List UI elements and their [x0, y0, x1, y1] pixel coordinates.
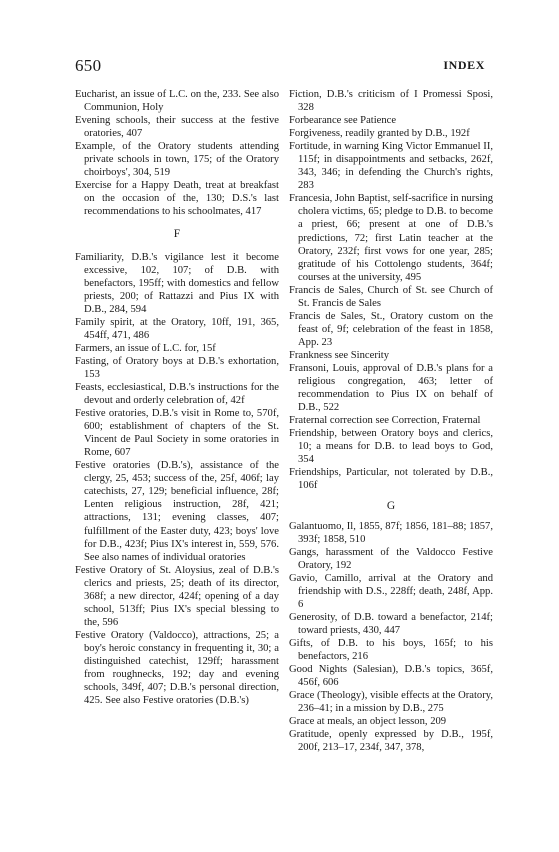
index-entry: Evening schools, their success at the festive oratories, 407 — [75, 115, 279, 140]
index-entry: Family spirit, at the Oratory, 10ff, 191, 365, 454ff, 471, 486 — [75, 316, 279, 341]
index-entry: Galantuomo, Il, 1855, 87f; 1856, 181–88; 1857, 393f; 1858, 510 — [289, 520, 493, 545]
index-entry: Farmers, an issue of L.C. for, 15f — [75, 342, 216, 354]
index-entry: Festive Oratory of St. Aloysius, zeal of D.B.'s clerics and priests, 25; death of its director, 368f; a new director, 424f; opening of a day school, 513ff; Pius IX's special blessing to the, 596 — [75, 564, 279, 628]
index-entry: Fortitude, in warning King Victor Emmanuel II, 115f; in disappointments and setbacks, 262f, 343, 346; in defending the Church's rights, 283 — [289, 141, 493, 192]
index-entry: Francesia, John Baptist, self-sacrifice in nursing cholera victims, 65; pledge to D.B. to become a priest, 66; present at one of D.B.'s predictions, 72; first Latin teacher at the Oratory, 232f; first vows for one year, 285; gratitude of his Cottolengo students, 364f; courses at the university, 495 — [289, 193, 493, 283]
index-column-right — [289, 88, 493, 754]
index-entry: Grace (Theology), visible effects at the Oratory, 236–41; in a mission by D.B., 275 — [289, 690, 493, 715]
index-entry: Familiarity, D.B.'s vigilance lest it become excessive, 102, 107; of D.B. with benefactors, 195ff; with domestics and fellow priests, 200; of Rattazzi and Pius IX with D.B., 284, 594 — [75, 251, 279, 315]
index-entry: Festive oratories (D.B.'s), assistance of the clergy, 25, 453; success of the, 25f, 406f; lay catechists, 27, 129; beneficial influence, 28f; Lenten religious instruction, 28f, 421; attractions, 131; evening classes, 407; fulfillment of the Easter duty, 423; boys' love for D.B., 423f; Pius IX's interest in, 559, 576. See also names of individual oratories — [75, 460, 279, 563]
index-entry: Grace at meals, an object lesson, 209 — [289, 716, 447, 728]
index-entry: Fiction, D.B.'s criticism of I Promessi Sposi, 328 — [289, 89, 493, 114]
running-head: INDEX — [443, 58, 485, 72]
index-entry: Friendships, Particular, not tolerated by D.B., 106f — [289, 467, 493, 492]
index-entry: Exercise for a Happy Death, treat at breakfast on the occasion of the, 130; D.S.'s last recommendations to his schoolmates, 417 — [75, 180, 279, 218]
page-header — [75, 56, 485, 80]
index-entry: Gratitude, openly expressed by D.B., 195f, 200f, 213–17, 234f, 347, 378, — [289, 729, 493, 754]
index-entry: Gavio, Camillo, arrival at the Oratory and friendship with D.S., 228ff; death, 248f, App. 6 — [289, 572, 493, 610]
index-entry: Gangs, harassment of the Valdocco Festive Oratory, 192 — [289, 546, 493, 571]
index-entry: Frankness see Sincerity — [289, 349, 390, 361]
index-entry: Festive oratories, D.B.'s visit in Rome to, 570f, 600; establishment of chapters of the St. Vincent de Paul Society in some oratories in Rome, 607 — [75, 408, 279, 459]
index-entry: Francis de Sales, Church of St. see Church of St. Francis de Sales — [289, 284, 493, 309]
section-letter: G — [386, 500, 396, 513]
index-entry: Festive Oratory (Valdocco), attractions, 25; a boy's heroic constancy in frequenting it, 30; a distinguished catechist, 129ff; harassment from roughnecks, 192; day and evening schools, 349f, 407; D.B.'s personal direction, 425. See also Festive oratories (D.B.'s) — [75, 629, 279, 707]
index-entry: Francis de Sales, St., Oratory custom on the feast of, 9f; celebration of the feast in 1858, App. 23 — [289, 310, 493, 348]
section-letter: F — [173, 228, 181, 241]
index-entry: Fransoni, Louis, approval of D.B.'s plans for a religious congregation, 463; letter of recommendation to Pius IX on behalf of D.B., 522 — [289, 362, 493, 414]
index-entry: Fasting, of Oratory boys at D.B.'s exhortation, 153 — [75, 355, 279, 380]
index-entry: Fraternal correction see Correction, Fraternal — [289, 415, 481, 427]
page-number: 650 — [75, 56, 102, 75]
index-entry: Gifts, of D.B. to his boys, 165f; to his benefactors, 216 — [289, 637, 493, 662]
index-entry: Forgiveness, readily granted by D.B., 192f — [289, 128, 470, 140]
index-entry: Good Nights (Salesian), D.B.'s topics, 365f, 456f, 606 — [289, 664, 493, 689]
index-entry: Friendship, between Oratory boys and clerics, 10; a means for D.B. to lead boys to God, 354 — [289, 428, 493, 466]
index-entry: Feasts, ecclesiastical, D.B.'s instructions for the devout and orderly celebration of, 42f — [75, 381, 279, 407]
index-column-left — [75, 88, 279, 707]
index-entry: Eucharist, an issue of L.C. on the, 233. See also Communion, Holy — [75, 89, 279, 114]
index-entry: Example, of the Oratory students attending private schools in town, 175; of the Oratory choirboys', 304, 519 — [75, 141, 279, 179]
index-entry: Generosity, of D.B. toward a benefactor, 214f; toward priests, 430, 447 — [289, 611, 493, 636]
index-entry: Forbearance see Patience — [289, 115, 397, 127]
